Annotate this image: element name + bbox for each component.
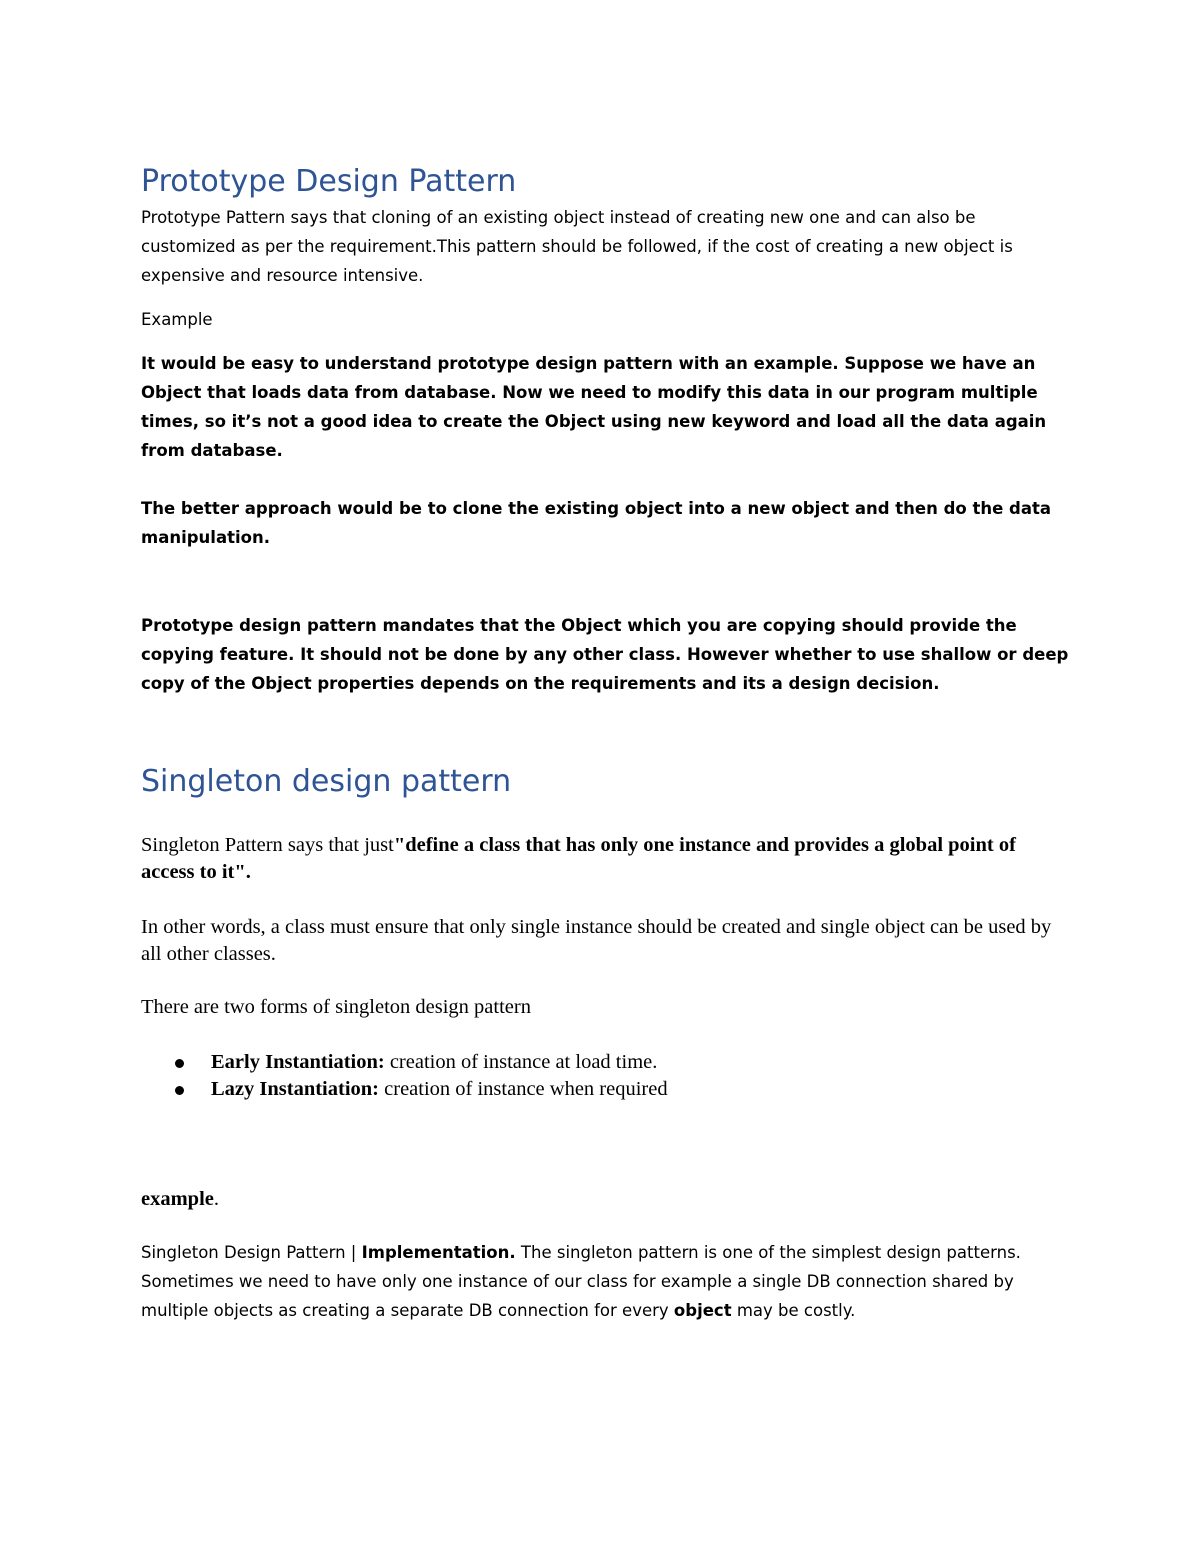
singleton-heading: Singleton design pattern <box>141 764 512 799</box>
prototype-paragraph-3: Prototype design pattern mandates that the Object which you are copying should provide the copying feature. It should not be done by any other class. However whether to use shallow or deep copy of the Object properties depends on the requirements and its a design decision. <box>141 616 1069 693</box>
bullet-icon <box>175 1059 184 1068</box>
list-item <box>141 1049 1071 1076</box>
prototype-heading: Prototype Design Pattern <box>141 164 517 199</box>
impl-bold-2: object <box>673 1301 732 1320</box>
example-label: Example <box>141 310 213 329</box>
prototype-paragraph-2: The better approach would be to clone the existing object into a new object and then do the data manipulation. <box>141 499 1052 547</box>
form-term: Early Instantiation: <box>211 1051 385 1073</box>
impl-bold: Implementation. <box>361 1243 516 1262</box>
impl-text-2: may be costly. <box>731 1301 856 1320</box>
list-item <box>141 1076 1071 1103</box>
form-term: Lazy Instantiation: <box>211 1078 380 1100</box>
singleton-other-words: In other words, a class must ensure that only single instance should be created and single object can be used by all other classes. <box>141 916 1052 965</box>
singleton-definition-prefix: Singleton Pattern says that just <box>141 834 394 856</box>
singleton-implementation-paragraph <box>141 1238 1071 1325</box>
singleton-forms-intro: There are two forms of singleton design pattern <box>141 996 531 1018</box>
impl-text-1: The singleton pattern is one of the simplest design patterns. Sometimes we need to have only one instance of our class for example a single DB connection shared by multiple objects as creating a separate DB connection for every <box>141 1243 1021 1320</box>
prototype-intro-paragraph: Prototype Pattern says that cloning of an existing object instead of creating new one and can also be customized as per the requirement.This pattern should be followed, if the cost of creating a new object is expensive and resource intensive. <box>141 208 1013 285</box>
example-bold: example <box>141 1188 214 1210</box>
prototype-paragraph-1: It would be easy to understand prototype design pattern with an example. Suppose we have an Object that loads data from database. Now we need to modify this data in our program multiple times, so it’s not a good idea to create the Object using new keyword and load all the data again from database. <box>141 354 1047 460</box>
bullet-icon <box>175 1086 184 1095</box>
impl-prefix: Singleton Design Pattern | <box>141 1243 362 1262</box>
singleton-definition-bold: "define a class that has only one instance and provides a global point of access to it". <box>141 834 1016 883</box>
example-dot: . <box>213 1188 219 1210</box>
singleton-example-label <box>141 1186 219 1213</box>
form-desc: creation of instance at load time. <box>384 1051 658 1073</box>
form-desc: creation of instance when required <box>379 1078 668 1100</box>
singleton-definition <box>141 832 1021 886</box>
singleton-forms-list <box>141 1049 1071 1103</box>
